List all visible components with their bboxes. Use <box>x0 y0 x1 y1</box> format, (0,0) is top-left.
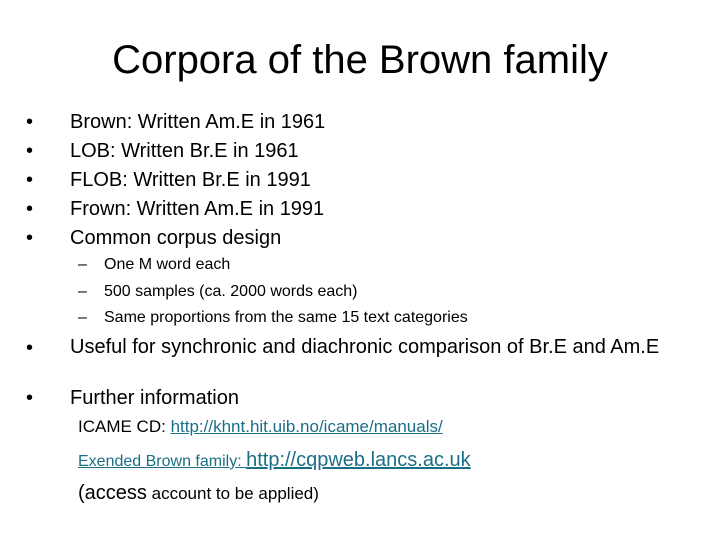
sub-bullet-dash: – <box>78 256 87 273</box>
sub-bullet-text: 500 samples (ca. 2000 words each) <box>104 283 358 300</box>
bullet-dot: • <box>26 227 34 249</box>
access-open: (access <box>78 482 147 504</box>
bullet-dot: • <box>26 111 34 133</box>
bullet-text: Brown: Written Am.E in 1961 <box>70 111 326 133</box>
bullet-text: Useful for synchronic and diachronic comparison of Br.E and Am.E <box>70 336 660 358</box>
bullet-dot: • <box>26 337 34 359</box>
extended-link[interactable]: http://cqpweb.lancs.ac.uk <box>246 449 471 471</box>
slide-title: Corpora of the Brown family <box>112 38 608 82</box>
sub-bullet-text: One M word each <box>104 256 231 273</box>
sub-bullet-dash: – <box>78 283 87 300</box>
extended-line <box>78 449 471 473</box>
bullet-text: LOB: Written Br.E in 1961 <box>70 140 299 162</box>
extended-label[interactable]: Exended Brown family: <box>78 453 247 470</box>
bullet-dot: • <box>26 198 34 220</box>
icame-line <box>78 416 443 438</box>
bullet-text: Frown: Written Am.E in 1991 <box>70 198 325 220</box>
icame-label: ICAME CD: <box>78 417 171 436</box>
access-note <box>78 482 319 505</box>
icame-link[interactable]: http://khnt.hit.uib.no/icame/manuals/ <box>170 417 443 436</box>
bullet-dot: • <box>26 169 34 191</box>
bullet-text: Further information <box>70 387 239 409</box>
bullet-dot: • <box>26 140 34 162</box>
sub-bullet-text: Same proportions from the same 15 text categories <box>104 309 468 326</box>
access-rest: account to be applied) <box>146 484 319 503</box>
bullet-text: Common corpus design <box>70 227 282 249</box>
bullet-dot: • <box>26 387 34 409</box>
bullet-text: FLOB: Written Br.E in 1991 <box>70 169 311 191</box>
sub-bullet-dash: – <box>78 309 87 326</box>
